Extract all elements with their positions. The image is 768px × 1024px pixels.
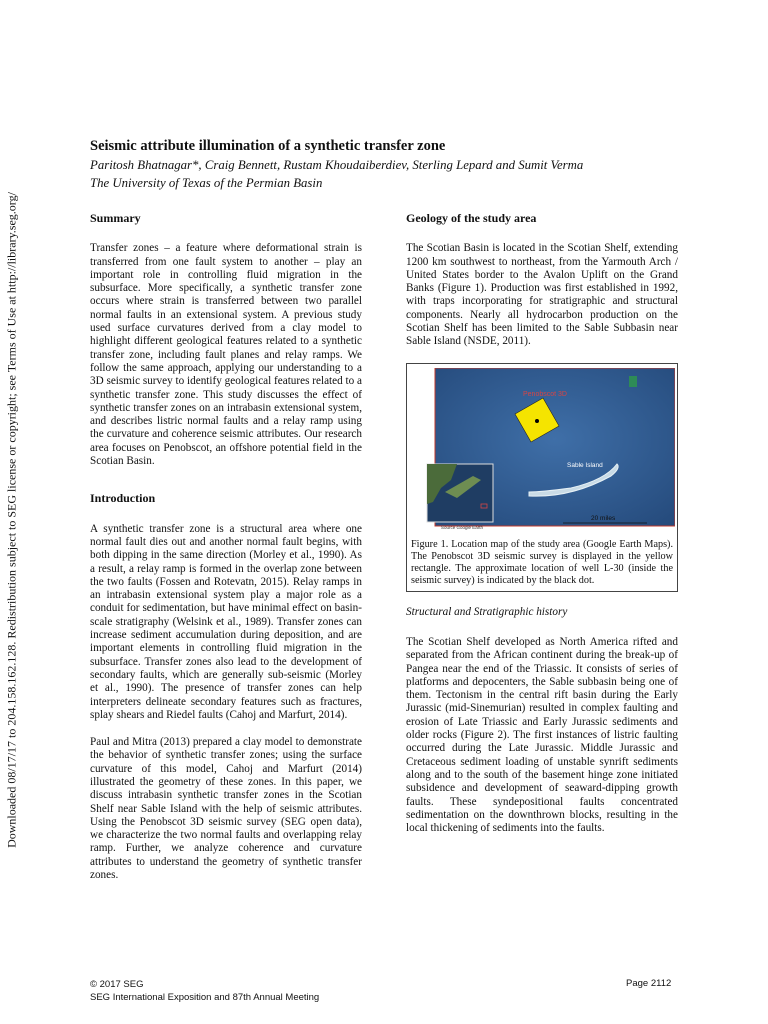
paper-affiliation: The University of Texas of the Permian Basin bbox=[90, 176, 323, 190]
well-l30-dot bbox=[535, 419, 539, 423]
introduction-paragraph-1: A synthetic transfer zone is a structural area where one normal fault dies out and another normal fault begins, with both dipping in the same direction (Morley et al., 1990). As a result, a relay ramp is formed in the overlap zone between the two faults (Fossen and Rotevatn, 2015). Relay ramps in an intrabasin extensional system play a major role as a conduit for sedimentation, but have minimal effect on basin-scale stratigraphy (Welsink et al., 1989). Transfer zones can increase sediment accumulation during deposition, and are important elements in controlling fluid migration in the subsurface. Transfer zones also lead to the development of secondary faults, which are generally sub-seismic (Morley et al., 1990). The presence of transfer zones can help interpreters delineate secondary features such as fractures, splay shears and Riedel faults (Cahoj and Marfurt, 2014). bbox=[90, 522, 362, 721]
figure-1 bbox=[406, 363, 678, 592]
paper-header bbox=[90, 138, 680, 191]
download-notice-text: Downloaded 08/17/17 to 204.158.162.128. Redistribution subject to SEG license or copyright; see Terms of Use at http://library.seg.org/ bbox=[4, 192, 19, 848]
survey-label: Penobscot 3D bbox=[523, 390, 567, 398]
scale-label: 20 miles bbox=[591, 514, 616, 522]
figure-caption: Figure 1. Location map of the study area (Google Earth Maps). The Penobscot 3D seismic survey is displayed in the yellow rectangle. The approximate location of well L-30 (inside the seismic survey) is indicated by the black dot. bbox=[411, 538, 673, 586]
structural-paragraph: The Scotian Shelf developed as North America rifted and separated from the African continent during the break-up of Pangea near the end of the Triassic. It consists of series of platforms and depocenters, the Sable subbasin being one of them. Tectonism in the central rift basin during the Early Jurassic (mid-Sinemurian) resulted in complex faulting and erosion of Late Triassic and Early Jurassic sediments and older rocks (Figure 2). The first instances of listric faulting occurred during the Late Jurassic. Middle Jurassic and Cretaceous sediment loading of unstable synrift sediments along and to the south of the basement hinge zone initiated subsidence and development of seaward-dipping growth faults. These syndepositional faults concentrated sedimentation on the downthrown blocks, resulting in the local thickening of sediments into the faults. bbox=[406, 635, 678, 835]
paper-title: Seismic attribute illumination of a synthetic transfer zone bbox=[90, 138, 446, 154]
location-map bbox=[411, 368, 675, 533]
island-label: Sable Island bbox=[567, 461, 603, 469]
introduction-paragraph-2: Paul and Mitra (2013) prepared a clay model to demonstrate the behavior of synthetic transfer zones; using the surface curvature of this model, Cahoj and Marfurt (2014) illustrated the geometry of these zones. In this paper, we discuss intrabasin synthetic transfer zones in the Scotian Shelf near Sable Island with the help of seismic attributes. Using the Penobscot 3D seismic survey (SEG open data), we characterize the two normal faults and overlapping relay ramp. Further, we analyze coherence and curvature attributes to understand the geometry of synthetic transfer zones. bbox=[90, 736, 362, 882]
paper-authors: Paritosh Bhatnagar*, Craig Bennett, Rustam Khoudaiberdiev, Sterling Lepard and Sumit Verma bbox=[90, 158, 584, 172]
geology-paragraph: The Scotian Basin is located in the Scotian Shelf, extending 1200 km southwest to northeast, from the Yarmouth Arch / United States border to the Avalon Uplift on the Grand Banks (Figure 1). Production was first established in 1992, with traps incorporating for stratigraphic and structural components. Nearly all hydrocarbon production on the Scotian Shelf has been limited to the Sable Subbasin near Sable Island (NSDE, 2011). bbox=[406, 242, 678, 348]
inset-map bbox=[427, 464, 493, 522]
map-source-label: Source Google Earth bbox=[441, 524, 484, 530]
summary-heading: Summary bbox=[90, 211, 141, 225]
meeting-text: SEG International Exposition and 87th Annual Meeting bbox=[90, 992, 320, 1003]
download-notice-sidebar bbox=[0, 150, 24, 890]
north-arrow-icon bbox=[629, 376, 637, 387]
geology-heading: Geology of the study area bbox=[406, 211, 537, 225]
introduction-heading: Introduction bbox=[90, 491, 156, 506]
copyright-text: © 2017 SEG bbox=[90, 979, 144, 990]
footer-left bbox=[90, 978, 319, 1004]
summary-paragraph: Transfer zones – a feature where deformational strain is transferred from one fault system to another – play an important role in controlling fluid migration in the subsurface. More specifically, a synthetic transfer zone occurs where strain is transferred between two parallel normal faults in an extensional system. A previous study used surface curvatures derived from a clay model to highlight different geological features related to a synthetic transfer zone, including fault planes and relay ramps. We follow the same approach, applying our understanding to a 3D seismic survey to identify geological features related to a synthetic transfer zone. This study discusses the effect of synthetic transfer zones on an intrabasin extensional system, and describes listric normal faults and a relay ramp using the curvature and coherence seismic attributes. Our research area focuses on Penobscot, an offshore potential field in the Scotian Basin. bbox=[90, 242, 362, 468]
page-number: Page 2112 bbox=[626, 978, 672, 989]
right-column bbox=[406, 212, 678, 849]
structural-heading: Structural and Stratigraphic history bbox=[406, 605, 568, 618]
left-column bbox=[90, 212, 362, 896]
